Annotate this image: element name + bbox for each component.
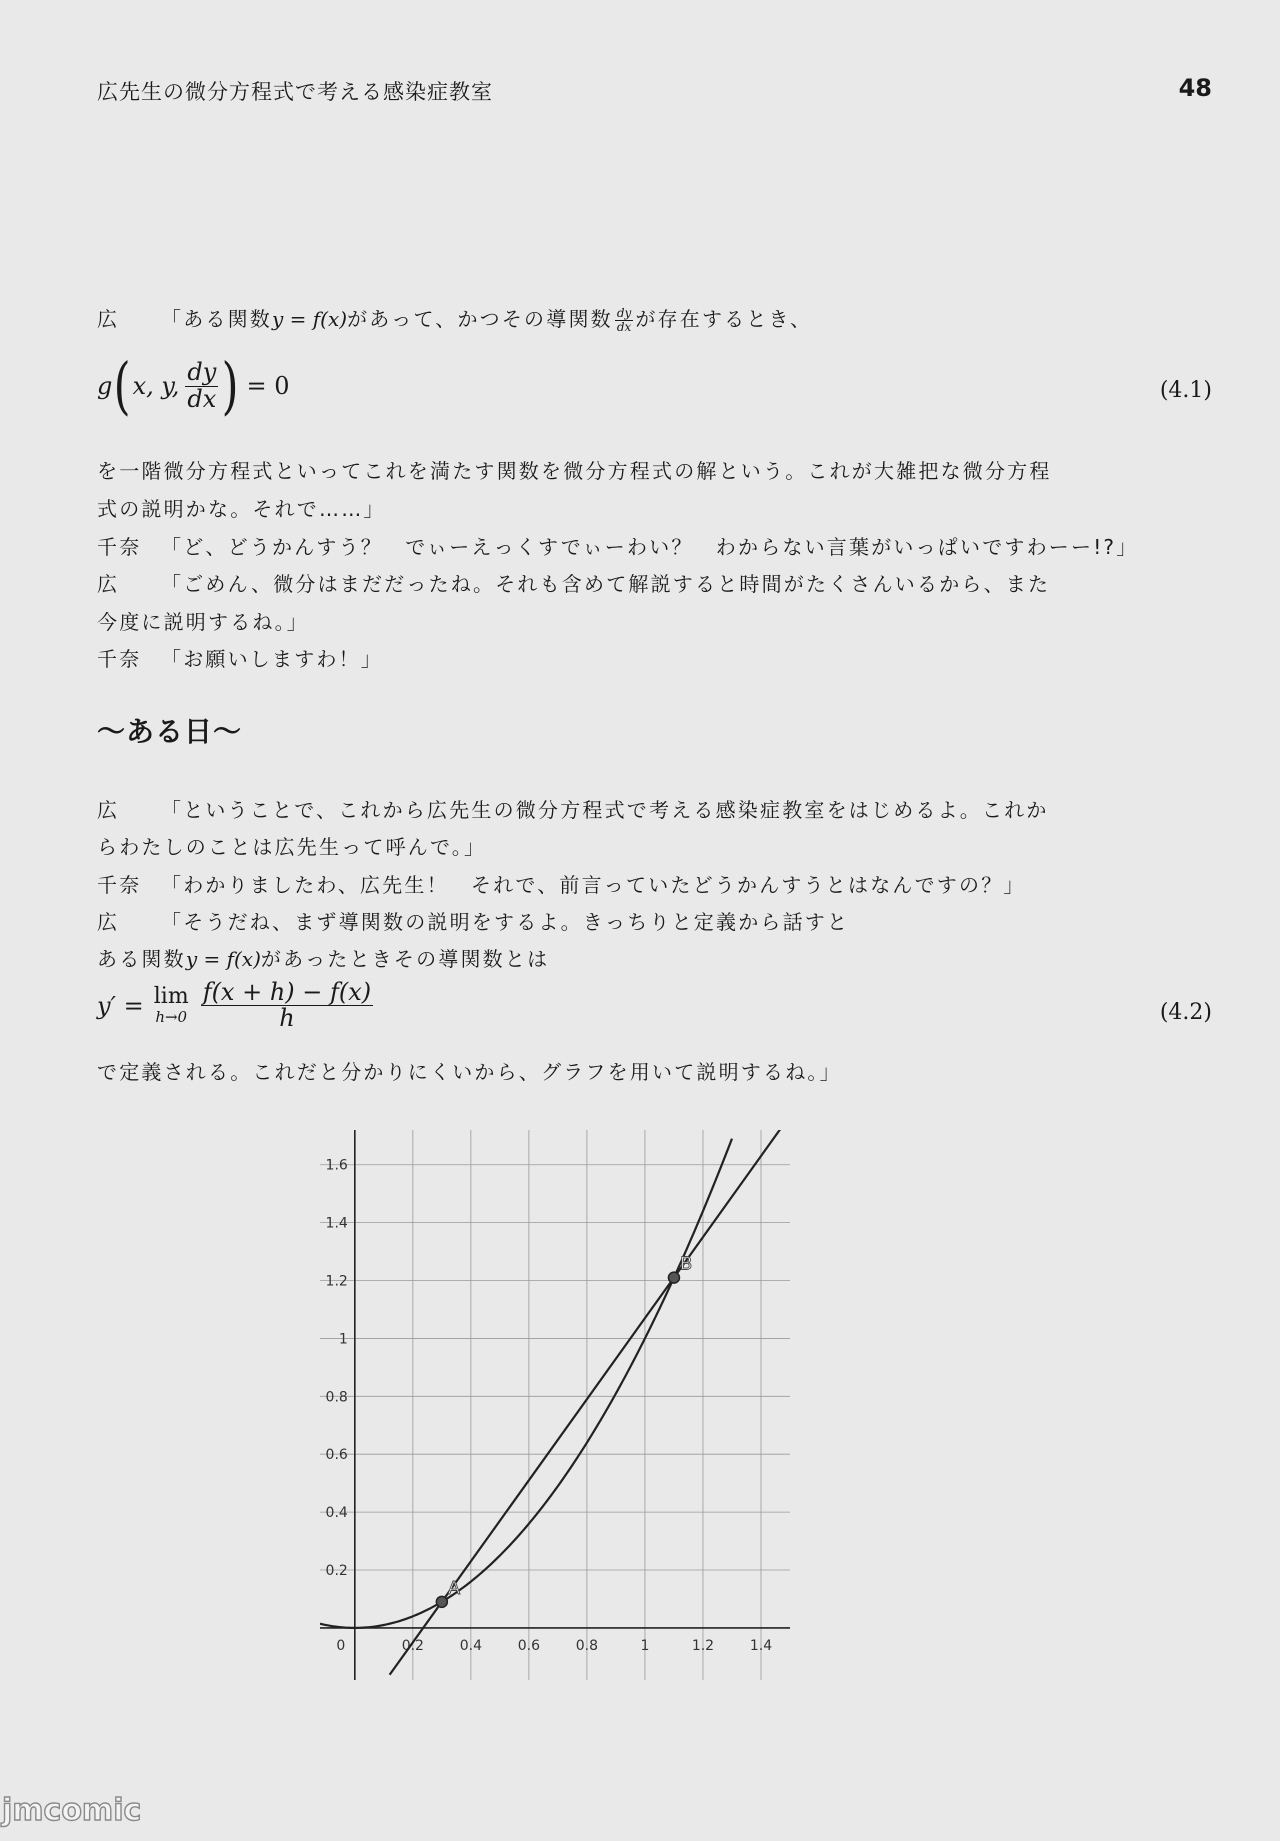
dialogue-line [97, 906, 849, 935]
secant-graph [300, 1120, 800, 1690]
y-tick-label: 0.2 [325, 1563, 348, 1579]
limit-operator [153, 983, 189, 1026]
dialogue-text: が存在するとき、 [635, 307, 813, 331]
dialogue-line: らわたしのことは広先生って呼んで。」 [97, 835, 487, 859]
x-tick-label: 1.4 [749, 1637, 773, 1654]
fraction-denominator: dx [187, 384, 217, 413]
y-tick-label: 0.6 [325, 1447, 348, 1464]
equation-number: (4.1) [1159, 378, 1212, 403]
inline-math: y = f(x) [272, 307, 348, 331]
point-a [436, 1596, 447, 1607]
dialogue-line: で定義される。これだと分かりにくいから、グラフを用いて説明するね。」 [97, 1060, 842, 1084]
equation-args: x, y, [132, 372, 180, 400]
x-tick-label: 0.2 [401, 1637, 424, 1654]
speaker-name: 広 [97, 307, 120, 331]
equation-rhs: = 0 [246, 372, 290, 400]
dialogue-line [97, 303, 812, 334]
left-paren: ( [114, 349, 131, 422]
y-tick-label: 1.6 [325, 1157, 348, 1174]
dialogue-text: があって、かつその導関数 [347, 307, 613, 331]
running-header-title: 広先生の微分方程式で考える感染症教室 [97, 80, 493, 104]
dialogue-line [97, 643, 383, 672]
speaker-name: 千奈 [97, 873, 142, 897]
equation-fraction [201, 980, 373, 1031]
fraction-numerator: dy [616, 306, 632, 321]
watermark-logo: jmcomic [2, 1793, 142, 1828]
x-tick-label: 1 [640, 1637, 650, 1654]
inline-math: y = f(x) [185, 947, 261, 971]
page-number: 48 [1178, 74, 1212, 102]
speaker-name: 広 [97, 910, 120, 934]
dialogue-line: 今度に説明するね。」 [97, 610, 309, 634]
dialogue-text: 「ということで、これから広先生の微分方程式で考える感染症教室をはじめるよ。これか [161, 798, 1049, 822]
dialogue-text: 「ごめん、微分はまだだったね。それも含めて解説すると時間がたくさんいるから、また [161, 572, 1051, 596]
equation-4-2 [97, 980, 375, 1031]
dialogue-line [97, 869, 1026, 898]
dialogue-line: を一階微分方程式といってこれを満たす関数を微分方程式の解という。これが大雑把な微分方程 [97, 459, 1052, 483]
dialogue-line: 式の説明かな。それで……」 [97, 497, 386, 521]
origin-label: 0 [336, 1637, 346, 1654]
x-tick-label: 0.6 [517, 1637, 541, 1654]
dialogue-line [97, 531, 1138, 560]
y-tick-label: 0.8 [325, 1389, 348, 1406]
dialogue-text: 「ど、どうかんすう？ でぃーえっくすでぃーわい？ わからない言葉がいっぱいですわーー!?」 [161, 535, 1139, 559]
limit-subscript: h→0 [155, 1007, 188, 1026]
equation-lhs: y′ = [97, 991, 144, 1020]
dialogue-text: 「ある関数 [161, 307, 272, 331]
limit-word: lim [153, 983, 189, 1009]
dialogue-text: 「わかりましたわ、広先生！ それで、前言っていたどうかんすうとはなんですの？」 [161, 873, 1026, 897]
x-tick-label: 0.8 [575, 1637, 599, 1654]
fraction-numerator: f(x + h) − f(x) [202, 978, 372, 1006]
x-tick-label: 1.2 [691, 1637, 715, 1654]
y-tick-label: 1 [338, 1331, 348, 1348]
speaker-name: 千奈 [97, 647, 142, 671]
point-b [668, 1272, 679, 1283]
fraction-numerator: dy [187, 358, 217, 387]
speaker-name: 広 [97, 798, 120, 822]
dialogue-text: 「お願いしますわ！」 [161, 647, 383, 671]
equation-fraction [185, 360, 218, 411]
equation-number: (4.2) [1159, 1000, 1212, 1025]
point-label-a: A [447, 1577, 461, 1599]
parabola-curve [320, 1139, 732, 1628]
equation-function: g [97, 372, 113, 400]
point-label-b: B [679, 1253, 693, 1275]
section-heading: 〜ある日〜 [97, 715, 243, 748]
dialogue-line [97, 568, 1050, 597]
x-tick-label: 0.4 [459, 1637, 482, 1654]
speaker-name: 千奈 [97, 535, 142, 559]
dialogue-line [97, 943, 549, 972]
speaker-name: 広 [97, 572, 120, 596]
dialogue-text: があったときその導関数とは [260, 947, 550, 971]
y-tick-label: 1.2 [325, 1273, 348, 1290]
inline-fraction [615, 307, 633, 333]
y-tick-label: 0.4 [325, 1505, 348, 1522]
dialogue-text: 「そうだね、まず導関数の説明をするよ。きっちりと定義から話すと [161, 910, 850, 934]
dialogue-text: ある関数 [97, 947, 186, 971]
y-tick-label: 1.4 [325, 1215, 348, 1232]
fraction-denominator: h [279, 1004, 295, 1033]
equation-4-1 [97, 349, 290, 422]
fraction-denominator: dx [616, 320, 632, 334]
dialogue-line [97, 794, 1049, 823]
right-paren: ) [221, 349, 239, 422]
